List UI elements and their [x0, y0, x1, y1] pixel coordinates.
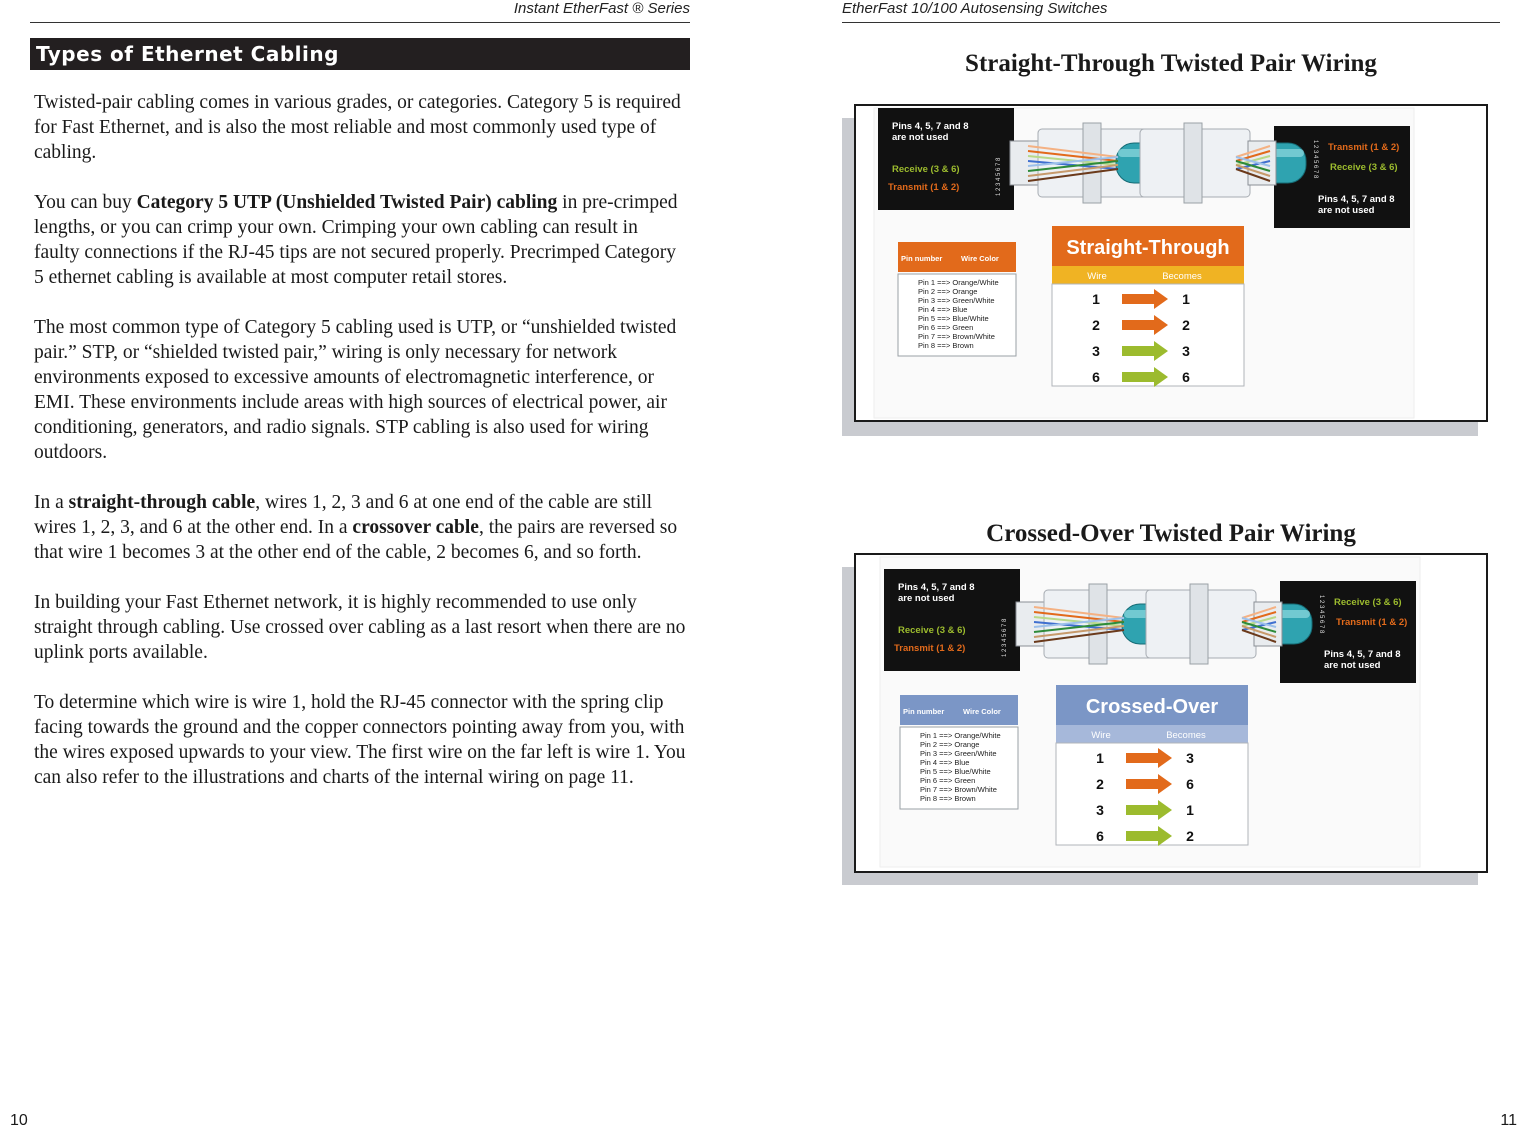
paragraph: In a straight-through cable, wires 1, 2, 3 and 6 at one end of the cable are still wires 1, 2, 3, and 6 at the other end. In a crossover cable, the pairs are reversed so that wire 1 becomes 3 at the other end of the cable, 2 becomes 6, and so forth.	[34, 492, 678, 563]
becomes-number: 1	[1182, 291, 1190, 307]
wire-number: 2	[1092, 317, 1100, 333]
pin-digits: 1 2 3 4 5 6 7 8	[996, 157, 1002, 196]
paragraph: You can buy Category 5 UTP (Unshielded Twisted Pair) cabling in pre-crimped lengths, or you can crimp your own. Crimping your own cabling can result in faulty connections if the RJ-45 tips are not secured properly. Precrimped Category 5 ethernet cabling is available at most computer retail stores.	[34, 192, 678, 288]
paragraph: In building your Fast Ethernet network, it is highly recommended to use only straight through cabling. Use crossed over cabling as a last resort when there are no uplink ports available.	[34, 592, 686, 663]
transmit-label: Transmit (1 & 2)	[1328, 142, 1400, 153]
transmit-label: Transmit (1 & 2)	[894, 643, 966, 654]
unused-pins-label: Pins 4, 5, 7 and 8	[898, 582, 975, 593]
receive-label: Receive (3 & 6)	[898, 625, 966, 636]
unused-pins-label: Pins 4, 5, 7 and 8	[1318, 194, 1395, 205]
emphasis: straight-through cable	[68, 492, 256, 513]
receive-label: Receive (3 & 6)	[1330, 162, 1398, 173]
paragraph: The most common type of Category 5 cabling used is UTP, or “unshielded twisted pair.” STP, or “shielded twisted pair,” wiring is only necessary for network environments exposed to excessive amounts of electromagnetic interference, or EMI. These environments include areas with high sources of electrical power, air conditioning, generators, and radio signals. STP cabling is also used for wiring outdoors.	[34, 317, 677, 463]
table-column-bar	[1052, 266, 1244, 284]
legend-row: Pin 7 ==> Brown/White	[920, 785, 997, 794]
legend-row: Pin 4 ==> Blue	[920, 758, 970, 767]
becomes-number: 1	[1186, 802, 1194, 818]
header-rule	[842, 22, 1500, 23]
table-title: Crossed-Over	[1085, 696, 1219, 718]
table-title: Straight-Through	[1066, 237, 1230, 259]
wire-number: 6	[1092, 369, 1100, 385]
column-wire: Wire	[1091, 730, 1111, 741]
wire-number: 6	[1096, 828, 1104, 844]
crossed-over-diagram	[856, 555, 1486, 871]
legend-row: Pin 4 ==> Blue	[918, 305, 968, 314]
straight-through-diagram	[856, 106, 1486, 420]
paragraph: Twisted-pair cabling comes in various grades, or categories. Category 5 is required for Fast Ethernet, and is also the most reliable and most commonly used type of cabling.	[34, 92, 681, 163]
wire-number: 1	[1092, 291, 1100, 307]
unused-pins-label: are not used	[1318, 205, 1375, 216]
wire-number: 3	[1096, 802, 1104, 818]
emphasis: Category 5 UTP (Unshielded Twisted Pair) cabling	[136, 192, 558, 213]
legend-row: Pin 5 ==> Blue/White	[918, 314, 989, 323]
left-page	[0, 0, 760, 1132]
wire-number: 2	[1096, 776, 1104, 792]
becomes-number: 2	[1186, 828, 1194, 844]
right-page	[760, 0, 1521, 1132]
legend-row: Pin 6 ==> Green	[918, 323, 974, 332]
legend-header-color: Wire Color	[963, 707, 1001, 716]
becomes-number: 3	[1182, 343, 1190, 359]
body-text	[34, 90, 688, 815]
legend-row: Pin 1 ==> Orange/White	[920, 731, 1001, 740]
legend-row: Pin 2 ==> Orange	[918, 287, 978, 296]
wire-number: 3	[1092, 343, 1100, 359]
column-wire: Wire	[1087, 271, 1107, 282]
legend-row: Pin 3 ==> Green/White	[920, 749, 997, 758]
header-rule	[30, 22, 690, 23]
unused-pins-label: are not used	[898, 593, 955, 604]
page-number: 11	[1500, 1112, 1517, 1129]
legend-header-pin: Pin number	[901, 254, 943, 263]
figure-title: Crossed-Over Twisted Pair Wiring	[986, 520, 1356, 547]
becomes-number: 6	[1186, 776, 1194, 792]
legend-row: Pin 1 ==> Orange/White	[918, 278, 999, 287]
legend-header-color: Wire Color	[961, 254, 999, 263]
unused-pins-label: are not used	[892, 132, 949, 143]
page-number: 10	[10, 1112, 28, 1129]
pin-digits: 1 2 3 4 5 6 7 8	[1318, 595, 1324, 634]
legend-row: Pin 8 ==> Brown	[920, 794, 976, 803]
running-head: Instant EtherFast ® Series	[513, 0, 690, 17]
running-head: EtherFast 10/100 Autosensing Switches	[842, 0, 1108, 17]
transmit-label: Transmit (1 & 2)	[1336, 617, 1408, 628]
wire-number: 1	[1096, 750, 1104, 766]
straight-through-figure	[842, 104, 1488, 439]
legend-row: Pin 7 ==> Brown/White	[918, 332, 995, 341]
becomes-number: 6	[1182, 369, 1190, 385]
transmit-label: Transmit (1 & 2)	[888, 182, 960, 193]
plug-clip	[1190, 584, 1208, 664]
crossed-over-figure	[842, 553, 1488, 888]
legend-row: Pin 6 ==> Green	[920, 776, 976, 785]
emphasis: crossover cable	[352, 517, 479, 538]
column-becomes: Becomes	[1162, 271, 1202, 282]
section-title: Types of Ethernet Cabling	[30, 38, 690, 70]
becomes-number: 3	[1186, 750, 1194, 766]
legend-header-pin: Pin number	[903, 707, 945, 716]
receive-label: Receive (3 & 6)	[1334, 597, 1402, 608]
unused-pins-label: Pins 4, 5, 7 and 8	[892, 121, 969, 132]
receive-label: Receive (3 & 6)	[892, 164, 960, 175]
legend-row: Pin 3 ==> Green/White	[918, 296, 995, 305]
legend-row: Pin 5 ==> Blue/White	[920, 767, 991, 776]
pin-digits: 1 2 3 4 5 6 7 8	[1312, 140, 1318, 179]
unused-pins-label: are not used	[1324, 660, 1381, 671]
column-becomes: Becomes	[1166, 730, 1206, 741]
plug-clip	[1184, 123, 1202, 203]
legend-row: Pin 2 ==> Orange	[920, 740, 980, 749]
unused-pins-label: Pins 4, 5, 7 and 8	[1324, 649, 1401, 660]
table-column-bar	[1056, 725, 1248, 743]
pin-digits: 1 2 3 4 5 6 7 8	[1002, 618, 1008, 657]
legend-row: Pin 8 ==> Brown	[918, 341, 974, 350]
becomes-number: 2	[1182, 317, 1190, 333]
figure-title: Straight-Through Twisted Pair Wiring	[965, 50, 1377, 77]
paragraph: To determine which wire is wire 1, hold the RJ-45 connector with the spring clip facing towards the ground and the copper connectors pointing away from you, with the wires exposed upwards to your view. The first wire on the far left is wire 1. You can also refer to the illustrations and charts of the internal wiring on page 11.	[34, 692, 686, 788]
